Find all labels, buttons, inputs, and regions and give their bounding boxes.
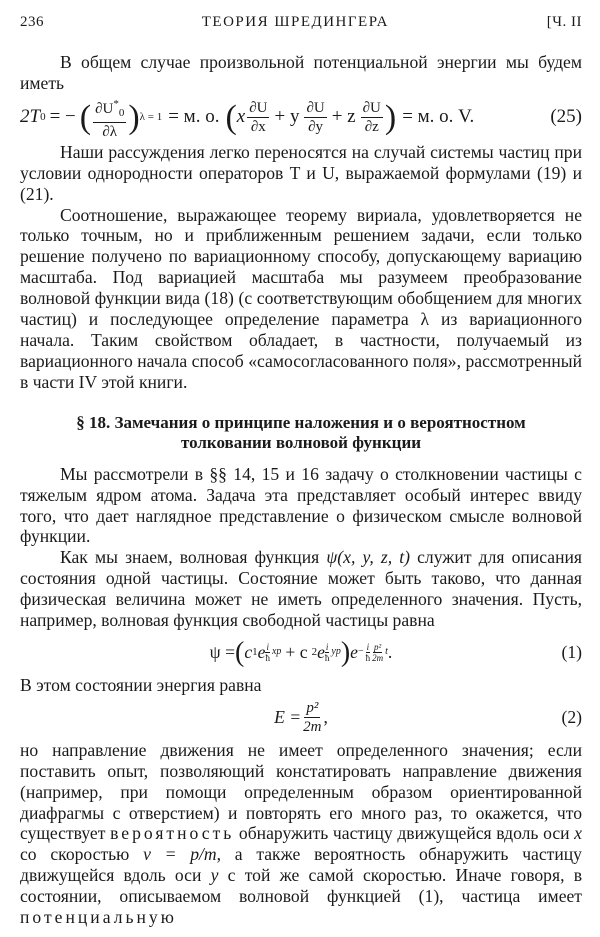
- paragraph-wavefunction: Как мы знаем, волновая функция ψ(x, y, z, t) служит для описания состояния одной частицы. Состояние может быть таково, что данная физическая величина может не иметь определенного значения. Пусть, например, волновая функция свободной частицы равна: [20, 547, 582, 631]
- part-label: [Ч. II: [546, 14, 582, 30]
- paragraph-virial: Соотношение, выражающее теорему вириала, удовлетворяется не только точным, но и приближенным решением задачи, если только решение получено по вариационному способу, допускающему вариацию масштаба. Под вариацией масштаба мы разумеем преобразование волновой функции вида (18) (с соответствующим обобщением для многих частиц) и последующее определение параметра λ из вариационного начала. Таким свойством обладает, в частности, получаемый из вариационного начала способ «самосогласованного поля», рассмотренный в части IV этой книги.: [20, 204, 582, 392]
- paragraph-intro: В общем случае произвольной потенциальной энергии мы будем иметь: [20, 52, 582, 93]
- running-title: ТЕОРИЯ ШРЕДИНГЕРА: [201, 14, 389, 30]
- running-header: [20, 12, 582, 36]
- paragraph-collision: Мы рассмотрели в §§ 14, 15 и 16 задачу о столкновении частицы с тяжелым ядром атома. Задача эта представляет особый интерес ввиду того, что дает наглядное представление о физическом смысле волновой функции.: [20, 463, 582, 547]
- section-heading: § 18. Замечания о принципе наложения и о вероятностном толковании волновой функции: [76, 412, 526, 452]
- equation-25: 2T 0 = − ( $\frac{\partial U^*_0}{\partial\lambda}$ ) λ = 1 = м. о. ( x $\frac{\partial U}{\partial x}$ + y $\frac{\partial U}{\partial y}$ + z $\frac{\partial U}{\partial z}$ ) = м. о. V. (25): [20, 94, 582, 142]
- equation-2: E = $\frac{\text{p²}}{2m}$ , (2): [274, 700, 582, 736]
- equation-1: ψ = ( c 1 e i ħ xp + c 2 e i ħ yp ) e − $\frac{i}{ħ}$ p² 2m t . (1): [209, 636, 582, 668]
- page-number: 236: [20, 14, 44, 30]
- paragraph-energy: В этом состоянии энергия равна: [20, 674, 262, 695]
- fraction-dU0-dlambda: $\frac{\partial U^*_0}{\partial\lambda}$: [93, 95, 126, 141]
- equation-number: (2): [561, 707, 582, 728]
- paragraph-systems: Наши рассуждения легко переносятся на случай системы частиц при условии однородности операторов T и U, выражаемой формулами (19) и (21).: [20, 141, 582, 204]
- equation-number: (1): [561, 642, 582, 663]
- equation-number: (25): [550, 106, 582, 128]
- paragraph-direction: но направление движения не имеет определенного значения; если поставить опыт, позволяющий констатировать направление движения (например, при помощи определенным образом ориентированной диафрагмы с отверстием) и повторять его много раз, то окажется, что существует вероятность обнаружить частицу движущейся вдоль оси x со скоростью v = p/m, а также вероятность обнаружить частицу движущейся вдоль оси y с той же самой скоростью. Иначе говоря, в состоянии, описываемом волновой функцией (1), частица имеет потенциальную: [20, 739, 582, 928]
